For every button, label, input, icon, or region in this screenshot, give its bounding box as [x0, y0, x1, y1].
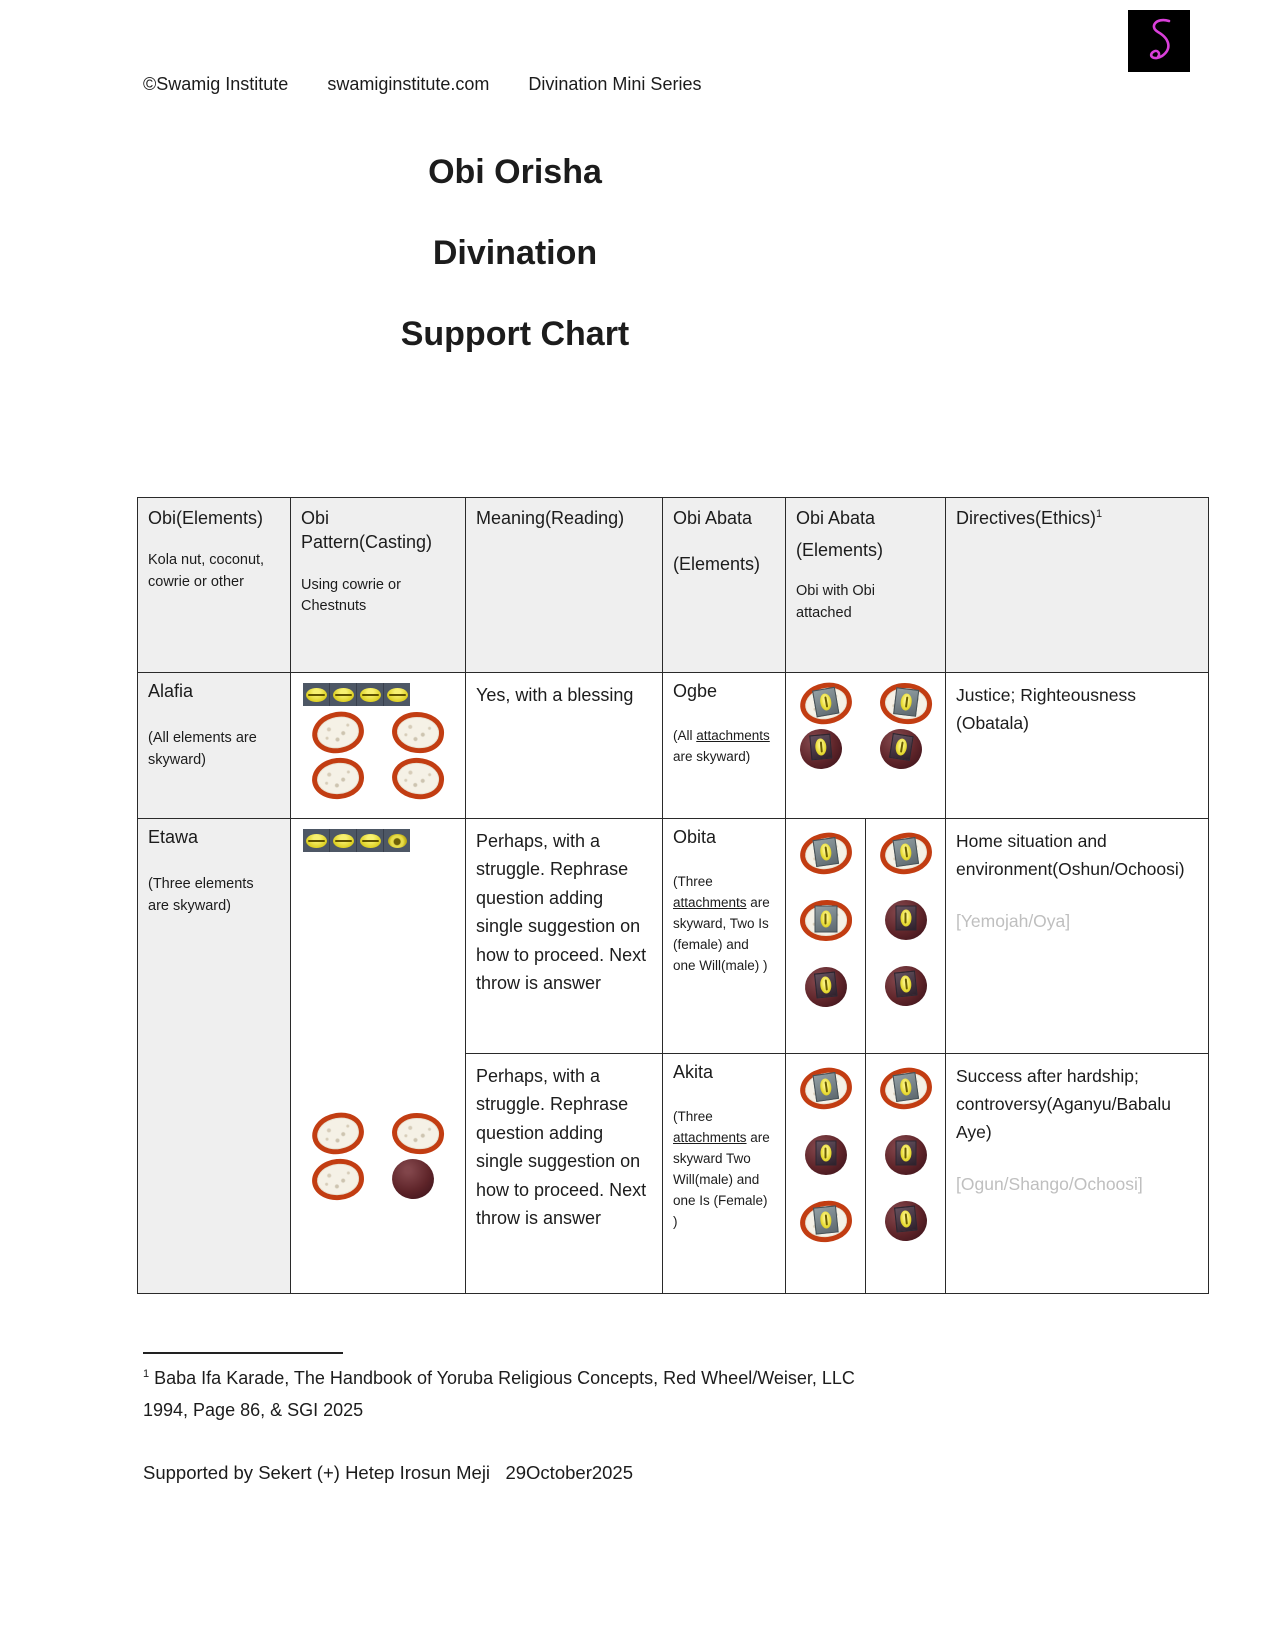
kola-white-icon — [390, 709, 447, 756]
element-note: (Three elements are skyward) — [148, 876, 254, 914]
cowrie-up-icon — [330, 683, 356, 706]
kola-white-icon — [390, 1110, 447, 1157]
kola-nut-grid — [301, 710, 455, 799]
footnote — [143, 1362, 1143, 1427]
col-header-obi-elements — [138, 498, 291, 673]
cell-alafia-meaning: Yes, with a blessing — [466, 673, 663, 819]
col-header-obi-pattern — [291, 498, 466, 673]
cowrie-up-icon — [303, 829, 329, 852]
cowrie-up-icon — [303, 683, 329, 706]
script-s-icon — [1136, 15, 1182, 67]
col-header-title: Obi(Elements) — [148, 508, 264, 528]
abata-white-icon — [800, 900, 852, 941]
abata-white-icon — [877, 830, 934, 878]
cowrie-up-icon — [384, 683, 410, 706]
col-header-subtitle: Kola nut, coconut, cowrie or other — [148, 552, 265, 591]
kola-nut-grid — [301, 1111, 455, 1200]
cell-obita-meaning: Perhaps, with a struggle. Rephrase question adding single suggestion on how to proceed. Next throw is answer — [466, 819, 663, 1054]
cell-akita-directives — [946, 1054, 1209, 1294]
footnote-ref: 1 — [143, 1368, 150, 1380]
abata-dark-icon — [885, 900, 927, 940]
table-header-row — [138, 498, 1209, 673]
kola-white-icon — [309, 708, 367, 757]
directive-alt-text: [Ogun/Shango/Ochoosi] — [956, 1174, 1143, 1194]
obi-abata-stack — [796, 827, 855, 1007]
col-header-obi-abata-2 — [786, 498, 946, 673]
cell-alafia-element — [138, 673, 291, 819]
cell-obita-name — [663, 819, 786, 1054]
abata-dark-icon — [883, 964, 929, 1008]
cell-obita-images-left — [786, 819, 866, 1054]
abata-white-icon — [797, 1198, 853, 1244]
col-header-title2: (Elements) — [796, 540, 884, 561]
cell-akita-meaning: Perhaps, with a struggle. Rephrase question adding single suggestion on how to proceed. Next throw is answer — [466, 1054, 663, 1294]
cell-ogbe-images — [786, 673, 946, 819]
website-text: swamiginstitute.com — [327, 74, 490, 94]
kola-white-icon — [310, 756, 365, 801]
swamig-logo-icon — [1128, 10, 1190, 72]
copyright-text: ©Swamig Institute — [143, 74, 289, 94]
cowrie-up-icon — [357, 829, 383, 852]
element-name: Etawa — [148, 827, 199, 847]
footnote-separator — [143, 1352, 343, 1354]
abata-dark-icon — [877, 726, 925, 772]
cell-alafia-casting — [291, 673, 466, 819]
col-header-title: Obi Abata — [673, 508, 753, 528]
cell-ogbe-directives — [946, 673, 1209, 819]
abata-note: (All attachments are skyward) — [673, 728, 770, 764]
kola-white-icon — [309, 1109, 367, 1158]
kola-white-icon — [310, 1157, 365, 1202]
cell-ogbe-name — [663, 673, 786, 819]
abata-dark-icon — [798, 727, 843, 771]
col-header-meaning — [466, 498, 663, 673]
abata-dark-icon — [803, 965, 849, 1009]
directive-text: Home situation and environment(Oshun/Ochoosi) — [956, 831, 1185, 879]
abata-white-icon — [877, 1065, 934, 1113]
cowrie-up-icon — [357, 683, 383, 706]
directive-alt-text: [Yemojah/Oya] — [956, 911, 1071, 931]
cell-obita-directives — [946, 819, 1209, 1054]
element-note: (All elements are skyward) — [148, 730, 257, 768]
kola-white-icon — [389, 754, 447, 803]
element-name: Alafia — [148, 681, 194, 701]
col-header-obi-abata-1 — [663, 498, 786, 673]
directive-text: Success after hardship; controversy(Aganyu/Babalu Aye) — [956, 1066, 1171, 1142]
cell-etawa-element — [138, 819, 291, 1294]
kola-dark-icon — [389, 1156, 437, 1202]
abata-note: (Three attachments are skyward, Two Is (female) and one Will(male) ) — [673, 874, 770, 973]
abata-name: Ogbe — [673, 681, 718, 701]
col-header-title: Meaning(Reading) — [476, 508, 625, 528]
col-header-subtitle: Obi with Obi attached — [796, 583, 875, 622]
cowrie-up-icon — [330, 829, 356, 852]
abata-dark-icon — [883, 1199, 929, 1243]
abata-white-icon — [877, 680, 934, 727]
cowrie-casting-strip — [303, 683, 410, 706]
abata-dark-icon — [805, 1135, 847, 1175]
footnote-line1: $^1$ Baba Ifa Karade, The Handbook of Yoruba Religious Concepts, Red Wheel/Weiser, LLC — [143, 1368, 855, 1388]
cell-obita-images-right — [866, 819, 946, 1054]
title-block — [0, 148, 1030, 391]
abata-name: Obita — [673, 827, 717, 847]
footer-support-line: Supported by Sekert (+) Hetep Irosun Meji 29October2025 — [143, 1462, 634, 1483]
cell-akita-name — [663, 1054, 786, 1294]
directive-text: Justice; Righteousness (Obatala) — [956, 685, 1136, 733]
obi-abata-stack — [876, 827, 935, 1006]
cell-akita-images-left — [786, 1054, 866, 1294]
row-obita — [138, 819, 1209, 1054]
col-header-directives — [946, 498, 1209, 673]
footnote-line2: 1994, Page 86, & SGI 2025 — [143, 1400, 364, 1421]
obi-abata-stack — [876, 1062, 935, 1241]
col-header-title: Directives(Ethics)$^1$ — [956, 508, 1103, 528]
footnote-reference: 1 — [1096, 508, 1103, 520]
col-header-title: Obi Pattern(Casting) — [301, 508, 433, 553]
abata-name: Akita — [673, 1062, 714, 1082]
cowrie-down-icon — [384, 829, 410, 852]
page-header — [143, 74, 701, 95]
obi-abata-grid — [796, 681, 935, 769]
page-title-line1: Obi Orisha — [428, 153, 602, 191]
row-alafia — [138, 673, 1209, 819]
col-header-title: Obi Abata — [796, 508, 876, 528]
cell-akita-images-right — [866, 1054, 946, 1294]
cowrie-casting-strip — [303, 829, 410, 852]
support-chart-table — [137, 497, 1209, 1294]
page-title-line2: Divination — [432, 234, 598, 272]
abata-dark-icon — [885, 1135, 927, 1175]
abata-note: (Three attachments are skyward Two Will(male) and one Is (Female) ) — [673, 1109, 770, 1229]
page-title-line3: Support Chart — [400, 315, 630, 353]
abata-white-icon — [796, 679, 854, 728]
abata-white-icon — [797, 830, 854, 878]
series-text: Divination Mini Series — [528, 74, 702, 94]
col-header-subtitle: Using cowrie or Chestnuts — [301, 576, 401, 615]
abata-white-icon — [797, 1065, 854, 1113]
obi-abata-stack — [796, 1062, 855, 1242]
cell-etawa-casting — [291, 819, 466, 1294]
col-header-title2: (Elements) — [673, 554, 761, 575]
